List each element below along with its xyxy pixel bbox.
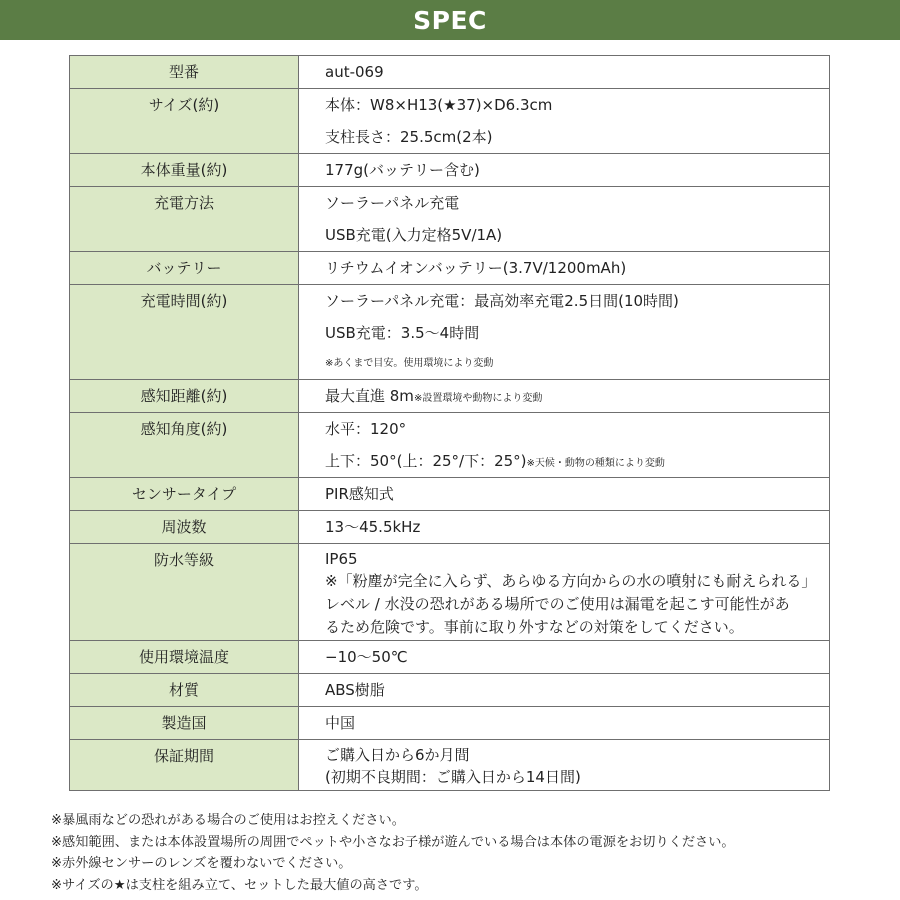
- footer-note: ※赤外線センサーのレンズを覆わないでください。: [51, 856, 352, 871]
- spec-row-battery: [70, 252, 830, 285]
- spec-value: [299, 187, 830, 252]
- spec-row-warranty: [70, 740, 830, 791]
- spec-row-charge-time: [70, 285, 830, 380]
- footer-note: ※暴風雨などの恐れがある場合のご使用はお控えください。: [51, 813, 405, 828]
- waterproof-rating: IP65: [325, 550, 358, 568]
- spec-label: 感知角度(約): [70, 413, 299, 478]
- spec-banner: [0, 0, 900, 40]
- spec-value: [299, 285, 830, 380]
- charging-usb: USB充電(入力定格5V/1A): [325, 226, 503, 244]
- detect-angle-note: ※天候・動物の種類により変動: [526, 458, 665, 469]
- size-pole: 支柱長さ：25.5cm(2本): [325, 128, 493, 146]
- waterproof-note-2: レベル / 水没の恐れがある場所でのご使用は漏電を起こす可能性があ: [325, 595, 790, 613]
- detect-distance-value: 最大直進 8m: [325, 387, 414, 405]
- spec-label: センサータイプ: [70, 478, 299, 511]
- charge-time-solar: ソーラーパネル充電：最高効率充電2.5日間(10時間): [325, 292, 679, 310]
- spec-value: [299, 413, 830, 478]
- origin-value: 中国: [325, 714, 356, 732]
- charging-solar: ソーラーパネル充電: [325, 194, 460, 212]
- spec-row-sensor-type: [70, 478, 830, 511]
- spec-label: 感知距離(約): [70, 380, 299, 413]
- spec-value: [299, 511, 830, 544]
- spec-table: [69, 55, 830, 791]
- spec-label: 周波数: [70, 511, 299, 544]
- battery-value: リチウムイオンバッテリー(3.7V/1200mAh): [325, 259, 627, 277]
- warranty-main: ご購入日から6か月間: [325, 746, 470, 764]
- spec-label: 材質: [70, 674, 299, 707]
- spec-value: [299, 252, 830, 285]
- waterproof-note-1: ※「粉塵が完全に入らず、あらゆる方向からの水の噴射にも耐えられる」: [325, 572, 817, 590]
- sensor-type-value: PIR感知式: [325, 485, 394, 503]
- warranty-initial-defect: (初期不良期間：ご購入日から14日間): [325, 768, 581, 786]
- spec-value: [299, 380, 830, 413]
- spec-row-size: [70, 89, 830, 154]
- spec-row-waterproof: [70, 544, 830, 641]
- spec-value: [299, 154, 830, 187]
- weight-value: 177g(バッテリー含む): [325, 161, 480, 179]
- spec-row-weight: [70, 154, 830, 187]
- detect-distance-note: ※設置環境や動物により変動: [413, 393, 543, 404]
- spec-row-origin: [70, 707, 830, 740]
- frequency-value: 13〜45.5kHz: [325, 518, 421, 536]
- spec-label: サイズ(約): [70, 89, 299, 154]
- charge-time-note: ※あくまで目安。使用環境により変動: [325, 358, 494, 369]
- spec-row-temperature: [70, 641, 830, 674]
- spec-value: [299, 478, 830, 511]
- footer-note: ※サイズの★は支柱を組み立て、セットした最大値の高さです。: [51, 877, 428, 893]
- spec-label: 防水等級: [70, 544, 299, 641]
- detect-angle-vertical: 上下：50°(上：25°/下：25°): [325, 452, 527, 470]
- spec-value: [299, 740, 830, 791]
- size-body: 本体：W8×H13(★37)×D6.3cm: [325, 96, 553, 114]
- spec-label: 充電方法: [70, 187, 299, 252]
- spec-label: バッテリー: [70, 252, 299, 285]
- detect-angle-horizontal: 水平：120°: [325, 420, 407, 438]
- spec-value: [299, 89, 830, 154]
- spec-value: [299, 641, 830, 674]
- charge-time-usb: USB充電：3.5〜4時間: [325, 324, 480, 342]
- spec-label: 保証期間: [70, 740, 299, 791]
- model-value: aut-069: [325, 63, 384, 81]
- banner-title: SPEC: [413, 5, 487, 35]
- footer-notes: [51, 810, 735, 896]
- waterproof-note-3: るため危険です。事前に取り外すなどの対策をしてください。: [325, 618, 744, 636]
- material-value: ABS樹脂: [325, 681, 385, 699]
- spec-row-detect-angle: [70, 413, 830, 478]
- spec-label: 本体重量(約): [70, 154, 299, 187]
- spec-row-detect-distance: [70, 380, 830, 413]
- spec-value: [299, 544, 830, 641]
- spec-row-model: [70, 56, 830, 89]
- footer-note: ※感知範囲、または本体設置場所の周囲でペットや小さなお子様が遊んでいる場合は本体の電源をお切りください。: [51, 834, 735, 850]
- spec-row-charging-method: [70, 187, 830, 252]
- spec-value: [299, 707, 830, 740]
- spec-label: 充電時間(約): [70, 285, 299, 380]
- spec-row-material: [70, 674, 830, 707]
- spec-value: [299, 674, 830, 707]
- spec-value: [299, 56, 830, 89]
- spec-row-frequency: [70, 511, 830, 544]
- temperature-value: −10〜50℃: [325, 648, 408, 666]
- spec-label: 型番: [70, 56, 299, 89]
- spec-label: 使用環境温度: [70, 641, 299, 674]
- spec-label: 製造国: [70, 707, 299, 740]
- detect-angle-vertical-line: [325, 445, 829, 477]
- detect-distance-line: [325, 380, 829, 412]
